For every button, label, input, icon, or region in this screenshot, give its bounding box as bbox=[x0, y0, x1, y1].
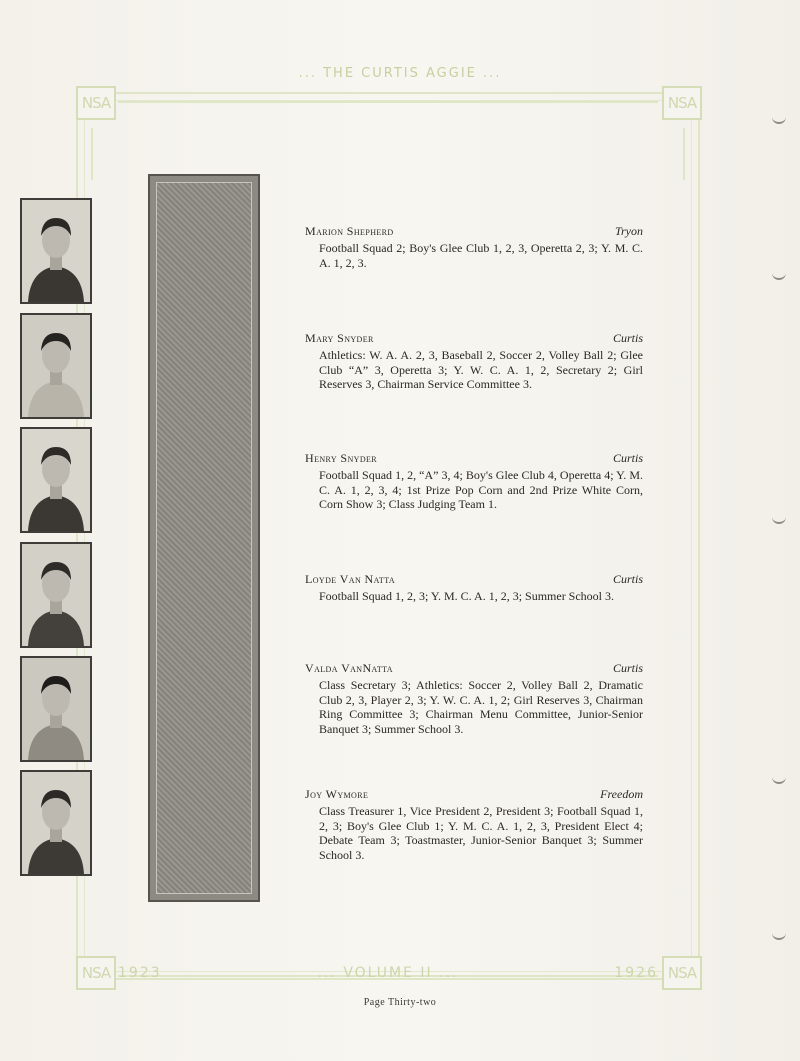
activities-text: Class Treasurer 1, Vice President 2, President 3; Football Squad 1, 2, 3; Boy's Glee Club 1; Y. M. C. A. 1, 2, 3, President Elect 4; Debate Team 3; Toastmaster, Junior-Senior Banquet 3; Summer School 3. bbox=[319, 804, 643, 862]
senior-entry-6 bbox=[305, 787, 643, 862]
portrait-image bbox=[22, 544, 90, 646]
senior-entry-2 bbox=[305, 331, 643, 392]
portrait-image bbox=[22, 200, 90, 302]
hometown: Curtis bbox=[612, 572, 643, 586]
nsa-monogram-top-left: NSA bbox=[76, 86, 116, 120]
student-portrait bbox=[20, 656, 92, 762]
portrait-image bbox=[22, 658, 90, 760]
student-portrait bbox=[20, 542, 92, 648]
portrait-image bbox=[22, 772, 90, 874]
frame-rule-top bbox=[118, 101, 658, 103]
running-header: ... THE CURTIS AGGIE ... bbox=[298, 66, 502, 81]
nsa-monogram-bottom-left: NSA bbox=[76, 956, 116, 990]
footer-year-end: 1926 bbox=[614, 965, 658, 981]
hometown: Curtis bbox=[612, 331, 643, 345]
frame-rule-left bbox=[91, 128, 93, 180]
student-portrait bbox=[20, 427, 92, 533]
senior-entry-5 bbox=[305, 661, 643, 736]
student-name: Joy Wymore bbox=[305, 787, 369, 801]
footer-year-start: 1923 bbox=[118, 965, 162, 981]
student-portrait bbox=[20, 313, 92, 419]
portrait-strip bbox=[148, 174, 260, 902]
activities-text: Class Secretary 3; Athletics: Soccer 2, Volley Ball 2, Dramatic Club 2, 3, Player 2, 3; Y. W. C. A. 1, 2; Girl Reserves 3, Chairman Ring Committee 3; Chairman Menu Committee, Junior-Senior Banquet 3; Summer School 3. bbox=[319, 678, 643, 736]
volume-footer bbox=[118, 960, 658, 986]
senior-entry-4 bbox=[305, 572, 643, 604]
activities-text: Athletics: W. A. A. 2, 3, Baseball 2, Soccer 2, Volley Ball 2; Glee Club “A” 3, Operetta 3; Y. W. C. A. 1, 2, Secretary 2; Girl Reserves 3, Chairman Service Committee 3. bbox=[319, 348, 643, 392]
hometown: Curtis bbox=[612, 661, 643, 675]
student-name: Valda VanNatta bbox=[305, 661, 393, 675]
frame-rule-right bbox=[683, 128, 685, 180]
senior-entry-3 bbox=[305, 451, 643, 512]
student-name: Loyde Van Natta bbox=[305, 572, 396, 586]
hometown: Freedom bbox=[600, 787, 643, 801]
portrait-image bbox=[22, 315, 90, 417]
activities-text: Football Squad 1, 2, “A” 3, 4; Boy's Glee Club 4, Operetta 4; Y. M. C. A. 1, 2, 3, 4; 1st Prize Pop Corn and 2nd Prize White Corn, Corn Show 3; Class Judging Team 1. bbox=[319, 468, 643, 512]
portrait-image bbox=[22, 429, 90, 531]
hometown: Curtis bbox=[612, 451, 643, 465]
student-portrait bbox=[20, 770, 92, 876]
student-portrait bbox=[20, 198, 92, 304]
activities-text: Football Squad 1, 2, 3; Y. M. C. A. 1, 2, 3; Summer School 3. bbox=[319, 589, 615, 603]
hometown: Tryon bbox=[614, 224, 643, 238]
portrait-strip-mat bbox=[156, 182, 252, 894]
page-number: Page Thirty-two bbox=[363, 997, 437, 1008]
student-name: Mary Snyder bbox=[305, 331, 374, 345]
footer-volume: ... VOLUME II ... bbox=[317, 965, 459, 981]
nsa-monogram-bottom-right: NSA bbox=[662, 956, 702, 990]
nsa-monogram-top-right: NSA bbox=[662, 86, 702, 120]
student-name: Marion Shepherd bbox=[305, 224, 394, 238]
student-name: Henry Snyder bbox=[305, 451, 378, 465]
activities-text: Football Squad 2; Boy's Glee Club 1, 2, 3, Operetta 2, 3; Y. M. C. A. 1, 2, 3. bbox=[319, 241, 643, 270]
senior-entry-1 bbox=[305, 224, 643, 270]
